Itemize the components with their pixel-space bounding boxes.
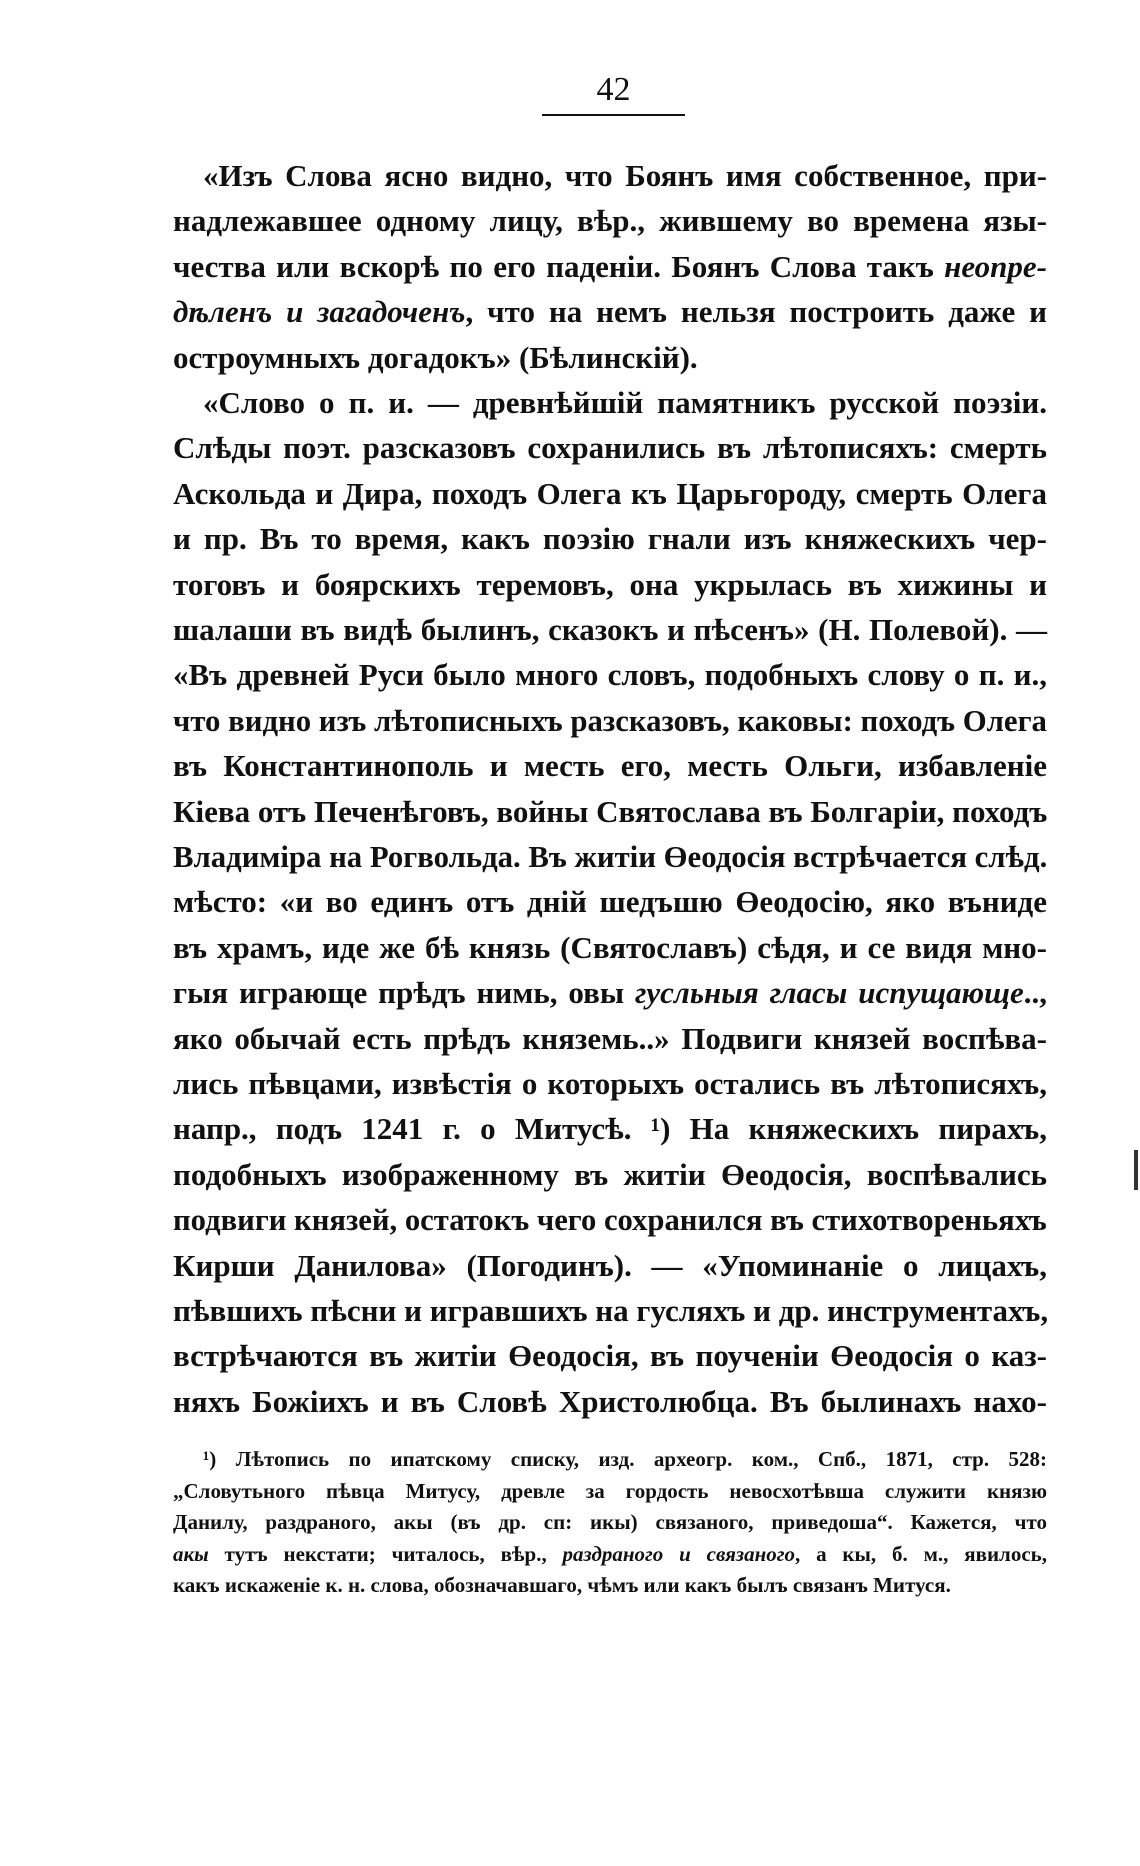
text-line: и пр. Въ то время, какъ поэзію гнали изъ княжескихъ чер- bbox=[173, 521, 1047, 557]
text-line: «Слово о п. и. — древнѣйшій памятникъ русской поэзіи. bbox=[203, 385, 1047, 420]
text-line: мѣсто: «и во единъ отъ дній шедъшю Өеодосію, яко въниде bbox=[173, 884, 1047, 920]
text-line: Кіева отъ Печенѣговъ, войны Святослава въ Болгаріи, походъ bbox=[173, 793, 1048, 829]
text-segment: .., bbox=[1023, 975, 1047, 1011]
text-segment: чества или вскорѣ по его паденіи. Боянъ Слова такъ bbox=[173, 248, 945, 284]
page-number: 42 bbox=[596, 71, 631, 108]
header-rule bbox=[542, 114, 685, 116]
text-line: лись пѣвцами, извѣстія о которыхъ остались въ лѣтописяхъ, bbox=[173, 1066, 1047, 1101]
text-line: подвиги князей, остатокъ чего сохранился въ стихотвореньяхъ bbox=[173, 1202, 1047, 1238]
italic-segment: акы bbox=[173, 1541, 209, 1566]
scan-edge-mark bbox=[1134, 1150, 1138, 1190]
text-segment: тутъ некстати; читалось, вѣр., bbox=[208, 1541, 563, 1566]
italic-segment: гусльныя гласы испущающе bbox=[634, 975, 1024, 1011]
text-line: подобныхъ изображенному въ житіи Өеодосія, воспѣвались bbox=[173, 1156, 1047, 1192]
text-line: надлежавшее одному лицу, вѣр., жившему во времена язы- bbox=[173, 203, 1047, 239]
text-line: «Изъ Слова ясно видно, что Боянъ имя собственное, при- bbox=[203, 158, 1047, 193]
text-line bbox=[173, 973, 1047, 1013]
text-line: въ храмъ, иде же бѣ князь (Святославъ) сѣдя, и се видя мно- bbox=[173, 929, 1047, 965]
text-line: въ Константинополь и месть его, месть Ольги, избавленіе bbox=[173, 748, 1047, 784]
text-line: напр., подъ 1241 г. о Митусѣ. ¹) На княжескихъ пирахъ, bbox=[173, 1111, 1047, 1147]
text-segment: , а кы, б. м., явилось, bbox=[795, 1541, 1047, 1566]
text-line: Кирши Данилова» (Погодинъ). — «Упоминаніе о лицахъ, bbox=[173, 1247, 1047, 1283]
footnote-line bbox=[173, 1540, 1047, 1568]
text-line bbox=[173, 247, 1047, 287]
footnote-line: ¹) Лѣтопись по ипатскому списку, изд. археогр. ком., Спб., 1871, стр. 528: bbox=[203, 1447, 1047, 1471]
text-line: Владиміра на Рогвольда. Въ житіи Өеодосія встрѣчается слѣд. bbox=[173, 839, 1048, 874]
text-segment: , что на немъ нельзя построить даже и bbox=[465, 294, 1047, 330]
text-line: остроумныхъ догадокъ» (Бѣлинскій). bbox=[173, 339, 698, 375]
italic-segment: неопре- bbox=[944, 248, 1047, 284]
text-segment: гыя играюще прѣдъ нимь, овы bbox=[173, 975, 635, 1011]
footnote-line: какъ искаженіе к. н. слова, обозначавшаго, чѣмъ или какъ былъ связанъ Митуся. bbox=[173, 1573, 951, 1598]
italic-segment: раздраного и связаного bbox=[562, 1541, 795, 1566]
text-line: что видно изъ лѣтописныхъ разсказовъ, каковы: походъ Олега bbox=[173, 702, 1047, 738]
text-line: Слѣды поэт. разсказовъ сохранились въ лѣтописяхъ: смерть bbox=[173, 430, 1047, 466]
footnote-line: Данилу, раздраного, акы (въ др. сп: икы) связаного, приведоша“. Кажется, что bbox=[173, 1510, 1047, 1535]
text-line: «Въ древней Руси было много словъ, подобныхъ слову о п. и., bbox=[173, 657, 1047, 693]
text-line bbox=[173, 292, 1047, 332]
text-line: пѣвшихъ пѣсни и игравшихъ на гусляхъ и др. инструментахъ, bbox=[173, 1293, 1049, 1328]
text-line: яко обычай есть прѣдъ княземь..» Подвиги князей воспѣва- bbox=[173, 1020, 1047, 1056]
footnote-line: „Словутьного пѣвца Митусу, древле за гордость невосхотѣвша служити князю bbox=[173, 1478, 1047, 1503]
text-line: Аскольда и Дира, походъ Олега къ Царьгороду, смерть Олега bbox=[173, 475, 1047, 511]
text-line: няхъ Божіихъ и въ Словѣ Христолюбца. Въ былинахъ нахо- bbox=[173, 1383, 1047, 1419]
text-line: тоговъ и боярскихъ теремовъ, она укрылась въ хижины и bbox=[173, 566, 1047, 602]
text-line: встрѣчаются въ житіи Өеодосія, въ поученіи Өеодосія о каз- bbox=[173, 1338, 1047, 1374]
italic-segment: дѣленъ и загадоченъ bbox=[173, 294, 466, 330]
text-line: шалаши въ видѣ былинъ, сказокъ и пѣсенъ» (Н. Полевой). — bbox=[173, 612, 1047, 647]
